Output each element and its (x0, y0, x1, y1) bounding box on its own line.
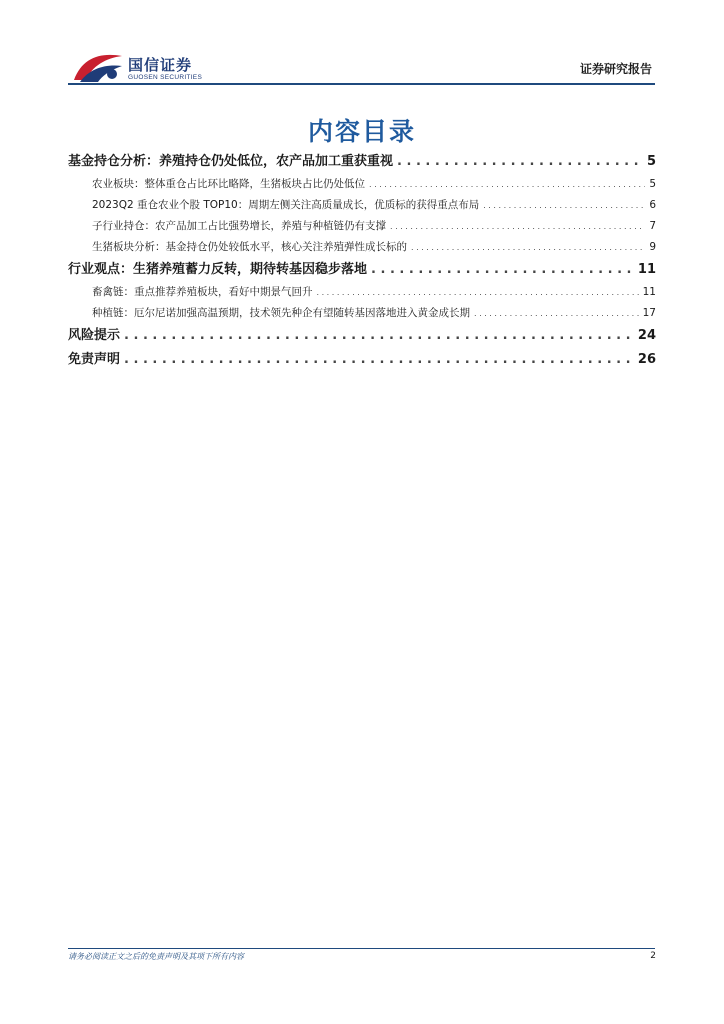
toc-entry-page: 17 (642, 307, 656, 319)
logo-chinese-name: 国信证券 (128, 56, 193, 74)
toc-leader-dots (371, 258, 634, 282)
company-logo (72, 50, 222, 86)
toc-entry-page: 11 (637, 262, 656, 277)
toc-entry-label: 基金持仓分析：养殖持仓仍处低位，农产品加工重获重视 (68, 154, 394, 169)
toc-leader-dots (317, 282, 639, 303)
page-header (0, 0, 724, 90)
toc-leader-dots (124, 324, 634, 348)
toc-entry-label: 种植链：厄尔尼诺加强高温预期，技术领先种企有望随转基因落地进入黄金成长期 (92, 307, 470, 319)
guosen-logo-icon (72, 50, 124, 84)
toc-entry-page: 24 (637, 328, 656, 343)
toc-entry-label: 畜禽链：重点推荐养殖板块，看好中期景气回升 (92, 286, 313, 298)
toc-entry[interactable] (68, 303, 656, 324)
toc-leader-dots (124, 348, 634, 372)
toc-leader-dots (369, 174, 645, 195)
toc-entry-page: 26 (637, 352, 656, 367)
toc-entry[interactable] (68, 258, 656, 282)
toc-leader-dots (474, 303, 639, 324)
toc-entry[interactable] (68, 348, 656, 372)
toc-entry[interactable] (68, 195, 656, 216)
logo-english-name: GUOSEN SECURITIES (128, 74, 203, 81)
header-divider (68, 83, 655, 85)
toc-entry-page: 9 (649, 241, 656, 253)
toc-leader-dots (411, 237, 645, 258)
toc-leader-dots (390, 216, 645, 237)
toc-entry[interactable] (68, 324, 656, 348)
table-of-contents (68, 150, 656, 372)
toc-entry-label: 2023Q2 重仓农业个股 TOP10：周期左侧关注高质量成长，优质标的获得重点布局 (92, 199, 480, 211)
disclaimer-note: 请务必阅读正文之后的免责声明及其项下所有内容 (68, 952, 244, 961)
toc-entry[interactable] (68, 174, 656, 195)
toc-leader-dots (483, 195, 645, 216)
toc-entry-label: 生猪板块分析：基金持仓仍处较低水平，核心关注养殖弹性成长标的 (92, 241, 407, 253)
toc-entry-label: 行业观点：生猪养殖蓄力反转，期待转基因稳步落地 (68, 262, 368, 277)
toc-entry-page: 7 (649, 220, 656, 232)
toc-entry-label: 免责声明 (68, 352, 121, 367)
toc-entry-page: 6 (649, 199, 656, 211)
toc-entry[interactable] (68, 237, 656, 258)
report-type-label: 证券研究报告 (579, 62, 652, 76)
toc-entry[interactable] (68, 150, 656, 174)
toc-title: 内容目录 (307, 117, 416, 146)
toc-entry-page: 5 (649, 178, 656, 190)
toc-entry[interactable] (68, 216, 656, 237)
page-number: 2 (650, 951, 656, 961)
toc-entry-page: 11 (642, 286, 656, 298)
toc-entry-label: 风险提示 (68, 328, 121, 343)
toc-entry[interactable] (68, 282, 656, 303)
footer-divider (68, 948, 655, 949)
toc-entry-page: 5 (646, 154, 656, 169)
toc-leader-dots (397, 150, 643, 174)
toc-entry-label: 农业板块：整体重仓占比环比略降，生猪板块占比仍处低位 (92, 178, 365, 190)
toc-entry-label: 子行业持仓：农产品加工占比强势增长，养殖与种植链仍有支撑 (92, 220, 386, 232)
